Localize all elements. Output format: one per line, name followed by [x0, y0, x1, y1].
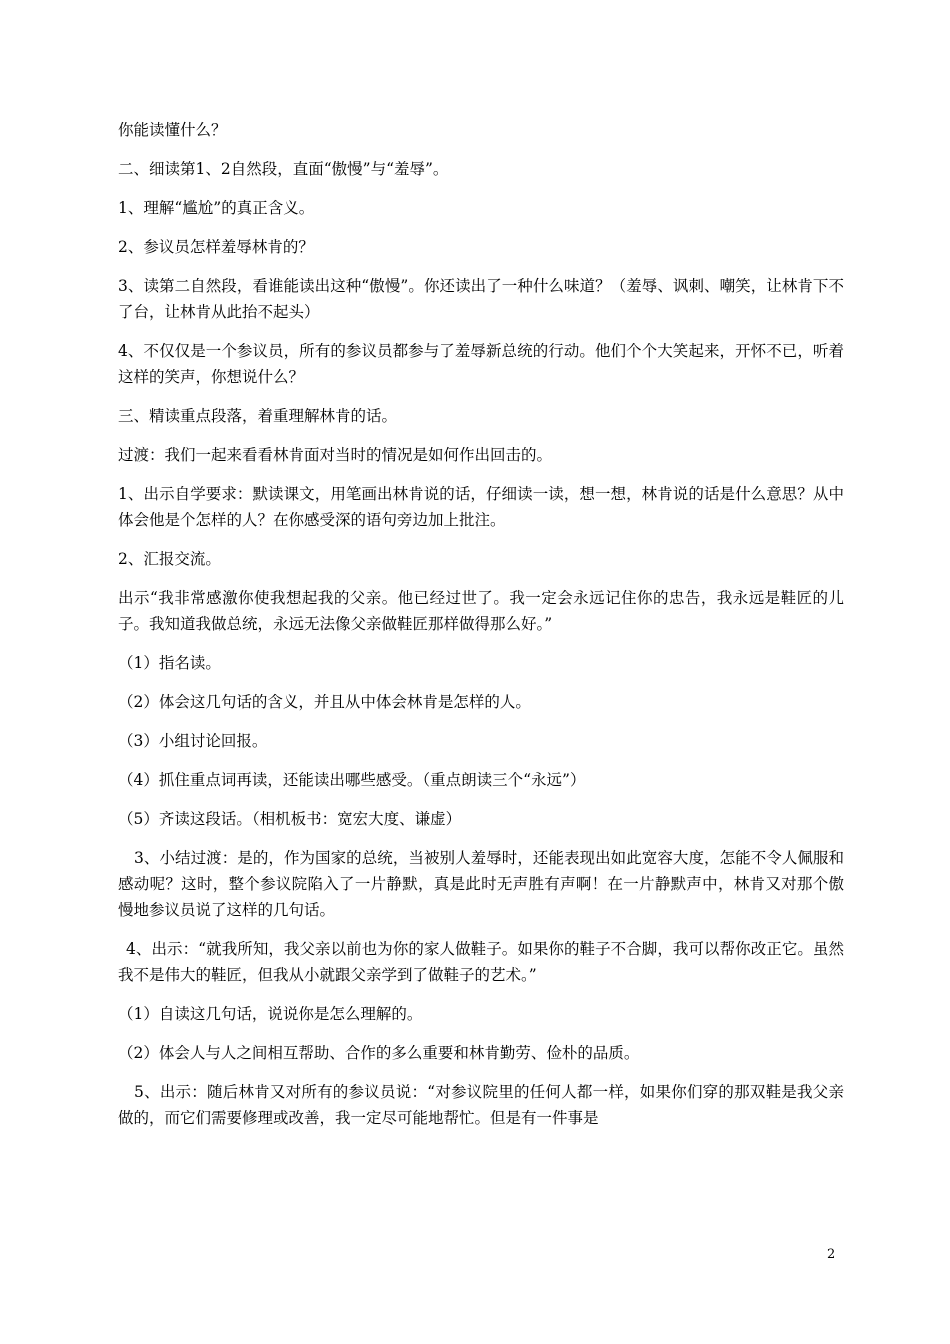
- paragraph-substep-1: （1）自读这几句话，说说你是怎么理解的。: [118, 1005, 423, 1023]
- paragraph-item-summary-transition: 3、小结过渡：是的，作为国家的总统，当被别人羞辱时，还能表现出如此宽容大度，怎能不令人佩服和感动呢？这时，整个参议院陷入了一片静默，真是此时无声胜有声啊！在一片静默声中，林肯又对那个傲慢地参议员说了这样的几句话。: [118, 849, 844, 919]
- paragraph-quote-lincoln-father: 出示“我非常感激你使我想起我的父亲。他已经过世了。我一定会永远记住你的忠告，我永远是鞋匠的儿子。我知道我做总统，永远无法像父亲做鞋匠那样做得那么好。”: [118, 589, 844, 633]
- paragraph-item-understand-awkward: 1、理解“尴尬”的真正含义。: [118, 199, 315, 217]
- paragraph-quote-shoes: 4、出示：“就我所知，我父亲以前也为你的家人做鞋子。如果你的鞋子不合脚，我可以帮你改正它。虽然我不是伟大的鞋匠，但我从小就跟父亲学到了做鞋子的艺术。”: [118, 940, 844, 984]
- paragraph-step-1: （1）指名读。: [118, 654, 221, 672]
- page-number: 2: [827, 1247, 836, 1262]
- paragraph-item-all-senators: 4、不仅仅是一个参议员，所有的参议员都参与了羞辱新总统的行动。他们个个大笑起来，开怀不已，听着这样的笑声，你想说什么？: [118, 342, 844, 386]
- paragraph-step-5: （5）齐读这段话。（相机板书：宽宏大度、谦虚）: [118, 810, 462, 828]
- paragraph-section-two-heading: 二、细读第1、2自然段，直面“傲慢”与“羞辱”。: [118, 160, 449, 178]
- paragraph-item-read-arrogance: 3、读第二自然段，看谁能读出这种“傲慢”。你还读出了一种什么味道？（羞辱、讽刺、嘲笑，让林肯下不了台，让林肯从此抬不起头）: [118, 277, 844, 321]
- paragraph-item-self-study: 1、出示自学要求：默读课文，用笔画出林肯说的话，仔细读一读，想一想，林肯说的话是什么意思？从中体会他是个怎样的人？在你感受深的语句旁边加上批注。: [118, 485, 844, 529]
- paragraph-section-three-heading: 三、精读重点段落，着重理解林肯的话。: [118, 407, 398, 425]
- paragraph-transition: 过渡：我们一起来看看林肯面对当时的情况是如何作出回击的。: [118, 446, 553, 464]
- paragraph-quote-all-senators: 5、出示：随后林肯又对所有的参议员说：“对参议院里的任何人都一样，如果你们穿的那双鞋是我父亲做的，而它们需要修理或改善，我一定尽可能地帮忙。但是有一件事是: [118, 1083, 844, 1127]
- paragraph-step-2: （2）体会这几句话的含义，并且从中体会林肯是怎样的人。: [118, 693, 531, 711]
- paragraph-step-4: （4）抓住重点词再读，还能读出哪些感受。（重点朗读三个“永远”）: [118, 771, 586, 789]
- document-body: [118, 117, 844, 1144]
- paragraph-question: 你能读懂什么？: [118, 121, 227, 139]
- paragraph-substep-2: （2）体会人与人之间相互帮助、合作的多么重要和林肯勤劳、俭朴的品质。: [118, 1044, 640, 1062]
- paragraph-item-report: 2、汇报交流。: [118, 550, 221, 568]
- paragraph-step-3: （3）小组讨论回报。: [118, 732, 268, 750]
- paragraph-item-senator-insult: 2、参议员怎样羞辱林肯的？: [118, 238, 314, 256]
